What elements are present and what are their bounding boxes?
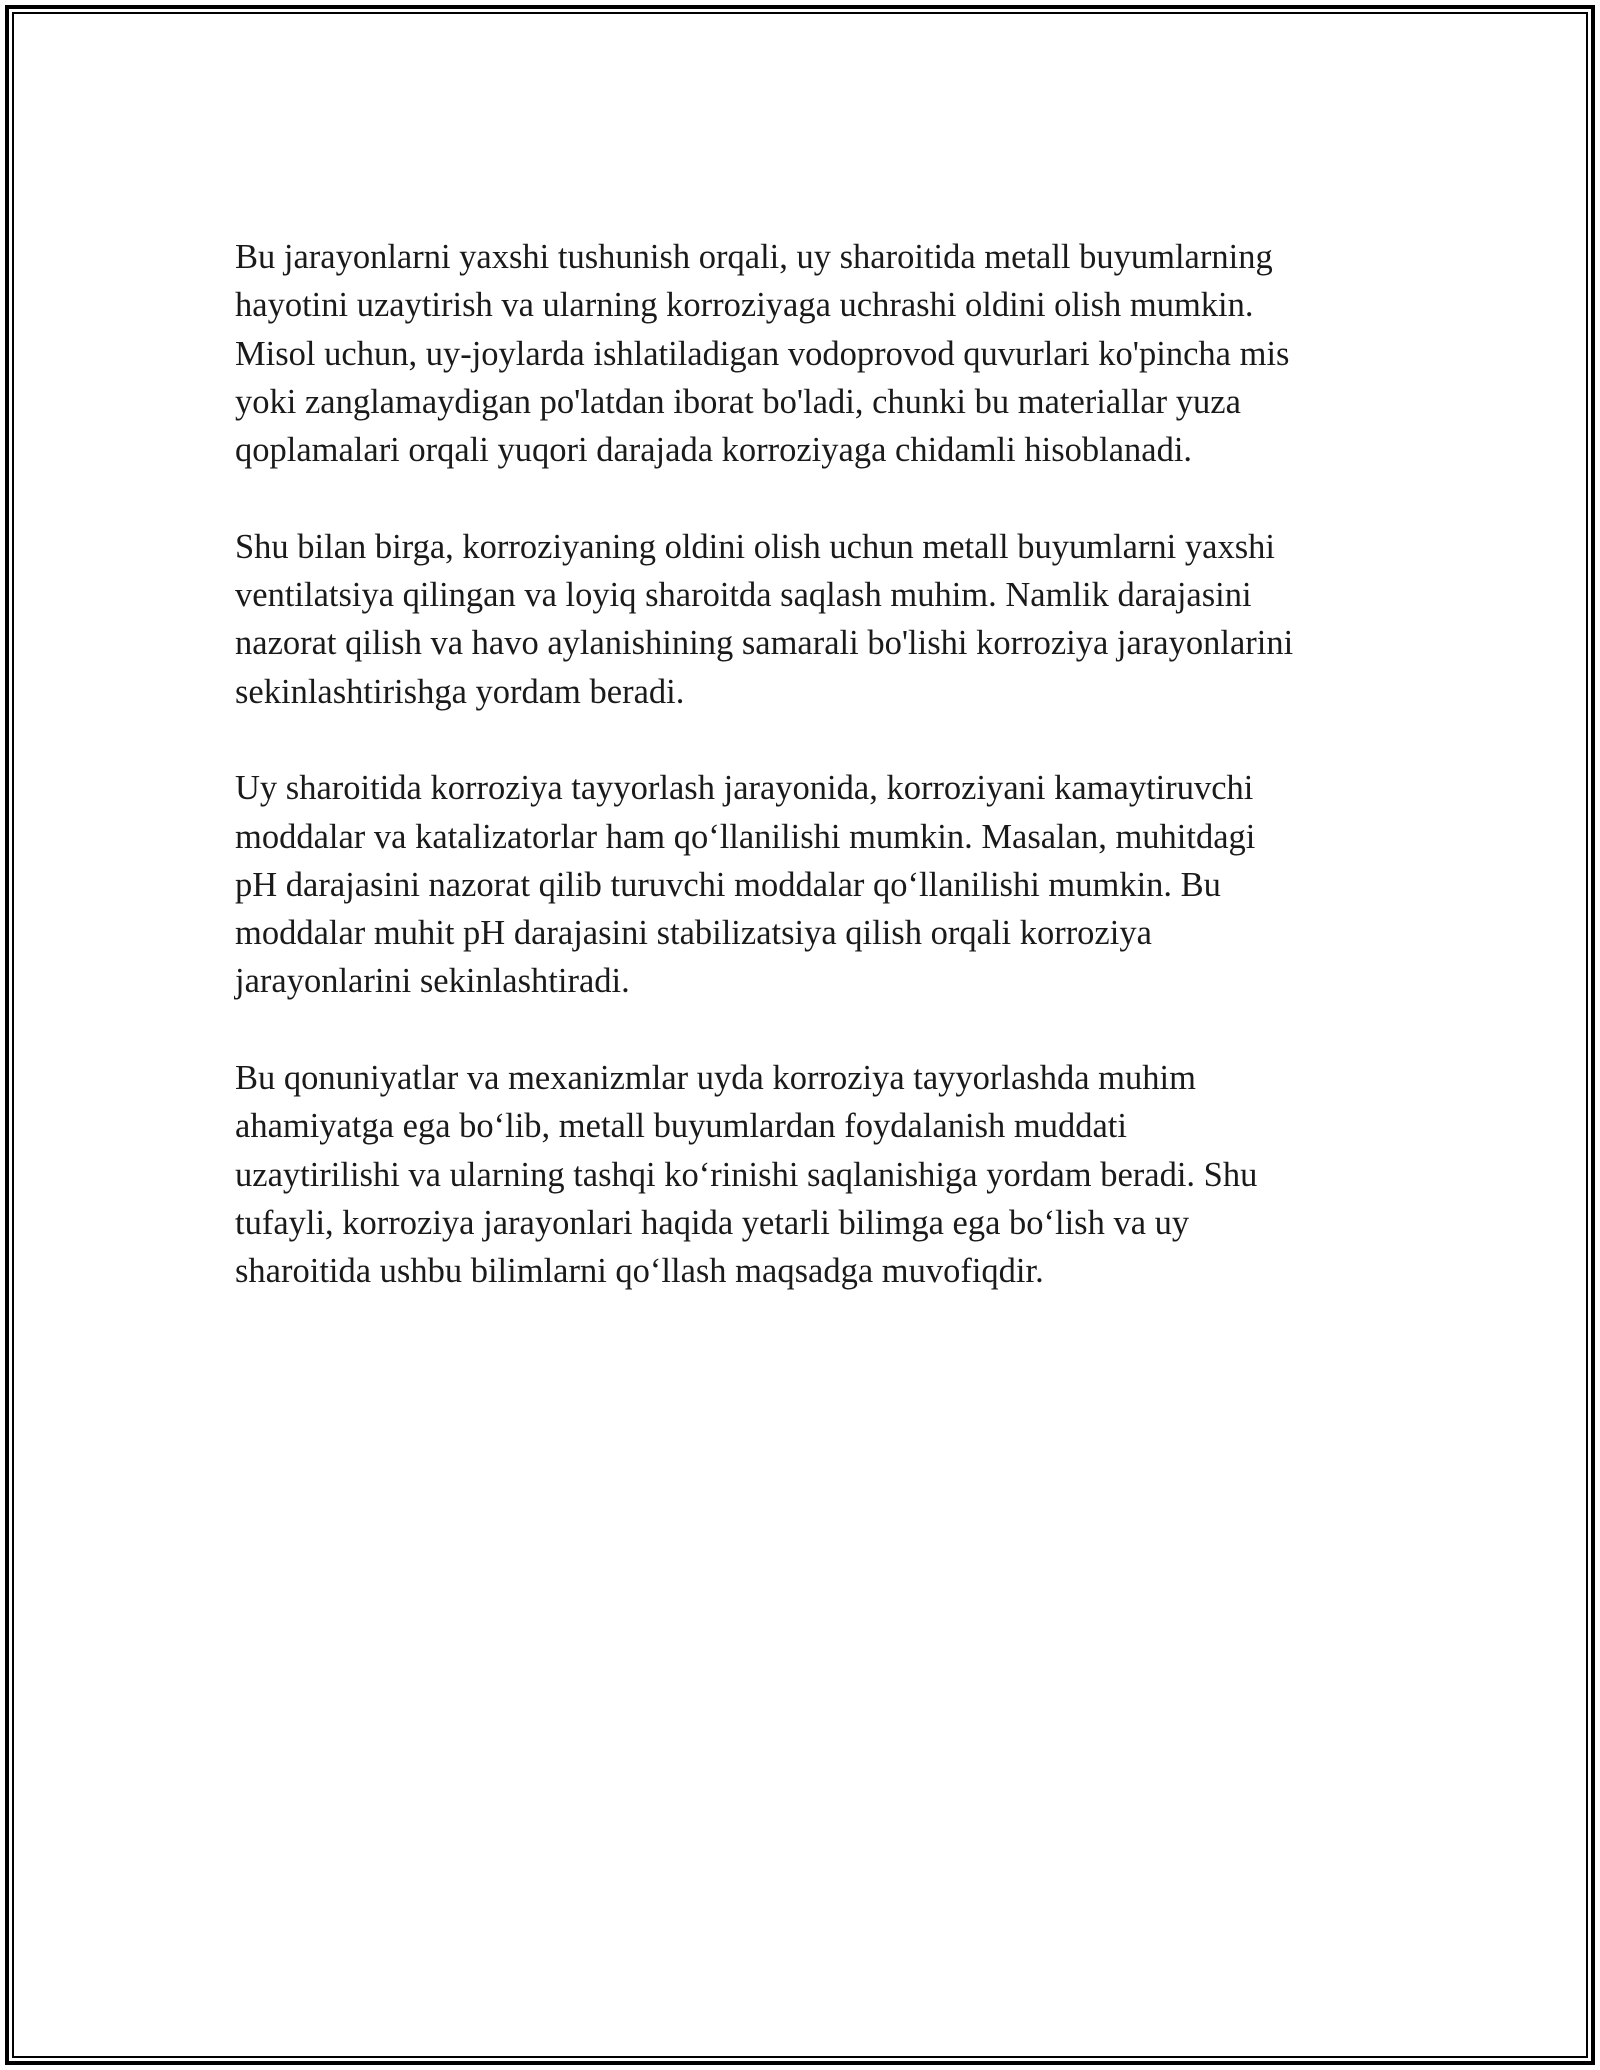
text-line: pH darajasini nazorat qilib turuvchi moddalar qo‘llanilishi mumkin. Bu bbox=[235, 865, 1221, 904]
text-line: hayotini uzaytirish va ularning korroziyaga uchrashi oldini olish mumkin. bbox=[235, 286, 1254, 325]
paragraph-1 bbox=[235, 233, 1365, 474]
text-line: Misol uchun, uy-joylarda ishlatiladigan vodoprovod quvurlari ko'pincha mis bbox=[235, 334, 1290, 373]
text-line: tufayli, korroziya jarayonlari haqida yetarli bilimga ega bo‘lish va uy bbox=[235, 1203, 1190, 1242]
text-line: Bu qonuniyatlar va mexanizmlar uyda korroziya tayyorlashda muhim bbox=[235, 1059, 1196, 1098]
text-line: sekinlashtirishga yordam beradi. bbox=[235, 672, 685, 711]
text-line: qoplamalari orqali yuqori darajada korroziyaga chidamli hisoblanadi. bbox=[235, 431, 1193, 470]
text-line: Shu bilan birga, korroziyaning oldini olish uchun metall buyumlarni yaxshi bbox=[235, 527, 1275, 566]
text-line: jarayonlarini sekinlashtiradi. bbox=[235, 962, 630, 1001]
paragraph-2 bbox=[235, 523, 1365, 716]
text-line: uzaytirilishi va ularning tashqi ko‘rinishi saqlanishiga yordam beradi. Shu bbox=[235, 1155, 1258, 1194]
text-line: Uy sharoitida korroziya tayyorlash jarayonida, korroziyani kamaytiruvchi bbox=[235, 769, 1254, 808]
document-body bbox=[235, 233, 1365, 1344]
text-line: sharoitida ushbu bilimlarni qo‘llash maqsadga muvofiqdir. bbox=[235, 1252, 1044, 1291]
text-line: yoki zanglamaydigan po'latdan iborat bo'ladi, chunki bu materiallar yuza bbox=[235, 382, 1241, 421]
text-line: moddalar va katalizatorlar ham qo‘llanilishi mumkin. Masalan, muhitdagi bbox=[235, 817, 1256, 856]
text-line: ahamiyatga ega bo‘lib, metall buyumlardan foydalanish muddati bbox=[235, 1107, 1127, 1146]
text-line: nazorat qilish va havo aylanishining samarali bo'lishi korroziya jarayonlarini bbox=[235, 624, 1294, 663]
paragraph-3 bbox=[235, 764, 1365, 1005]
text-line: Bu jarayonlarni yaxshi tushunish orqali, uy sharoitida metall buyumlarning bbox=[235, 238, 1273, 276]
text-line: ventilatsiya qilingan va loyiq sharoitda saqlash muhim. Namlik darajasini bbox=[235, 576, 1252, 615]
paragraph-4 bbox=[235, 1054, 1365, 1295]
text-line: moddalar muhit pH darajasini stabilizatsiya qilish orqali korroziya bbox=[235, 914, 1152, 953]
